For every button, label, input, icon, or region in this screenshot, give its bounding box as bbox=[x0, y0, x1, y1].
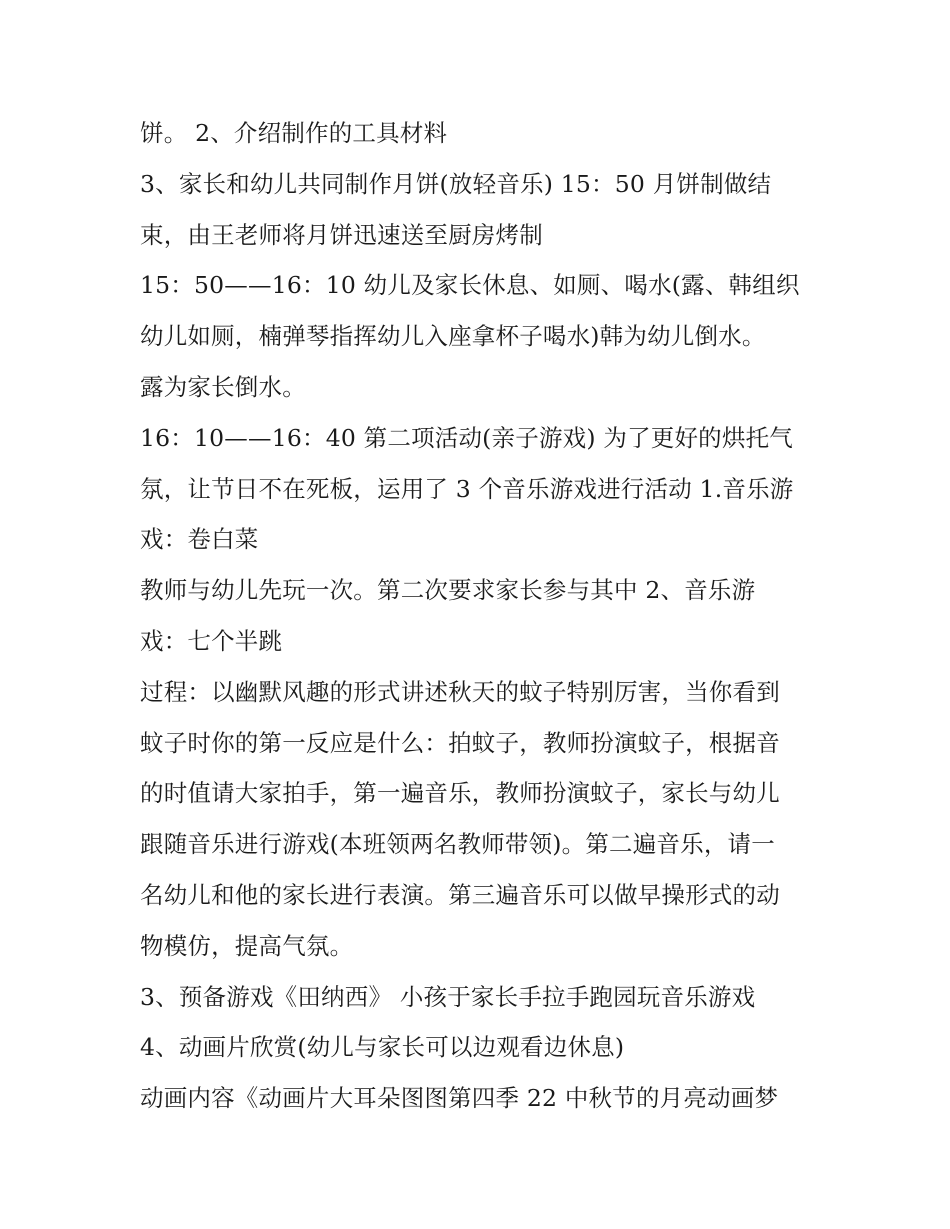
text-line: 束，由王老师将月饼迅速送至厨房烤制 bbox=[140, 220, 543, 249]
text-line: 3、家长和幼儿共同制作月饼(放轻音乐) 15：50 月饼制做结 bbox=[140, 169, 772, 198]
text-line: 戏：七个半跳 bbox=[140, 626, 283, 655]
document-body bbox=[140, 108, 820, 1124]
text-line: 名幼儿和他的家长进行表演。第三遍音乐可以做早操形式的动 bbox=[140, 880, 780, 909]
text-line: 戏：卷白菜 bbox=[140, 525, 259, 554]
text-line: 的时值请大家拍手，第一遍音乐，教师扮演蚊子，家长与幼儿 bbox=[140, 779, 780, 808]
text-line: 15：50——16：10 幼儿及家长休息、如厕、喝水(露、韩组织 bbox=[140, 271, 800, 300]
text-line: 跟随音乐进行游戏(本班领两名教师带领)。第二遍音乐，请一 bbox=[140, 830, 775, 859]
text-line: 物模仿，提高气氛。 bbox=[140, 931, 354, 960]
text-line: 幼儿如厕，楠弹琴指挥幼儿入座拿杯子喝水)韩为幼儿倒水。 bbox=[140, 322, 766, 351]
text-line: 蚊子时你的第一反应是什么：拍蚊子，教师扮演蚊子，根据音 bbox=[140, 728, 780, 757]
text-line: 教师与幼儿先玩一次。第二次要求家长参与其中 2、音乐游 bbox=[140, 576, 756, 605]
text-line: 饼。 2、介绍制作的工具材料 bbox=[140, 119, 448, 147]
text-line: 过程：以幽默风趣的形式讲述秋天的蚊子特别厉害，当你看到 bbox=[140, 677, 780, 706]
text-line: 氛，让节日不在死板，运用了 3 个音乐游戏进行活动 1.音乐游 bbox=[140, 474, 794, 503]
text-line: 16：10——16：40 第二项活动(亲子游戏) 为了更好的烘托气 bbox=[140, 423, 793, 452]
text-line: 露为家长倒水。 bbox=[140, 372, 306, 401]
text-line: 动画内容《动画片大耳朵图图第四季 22 中秋节的月亮动画梦 bbox=[140, 1084, 779, 1113]
text-line: 3、预备游戏《田纳西》 小孩于家长手拉手跑园玩音乐游戏 bbox=[140, 982, 756, 1011]
text-line: 4、动画片欣赏(幼儿与家长可以边观看边休息) bbox=[140, 1033, 625, 1062]
